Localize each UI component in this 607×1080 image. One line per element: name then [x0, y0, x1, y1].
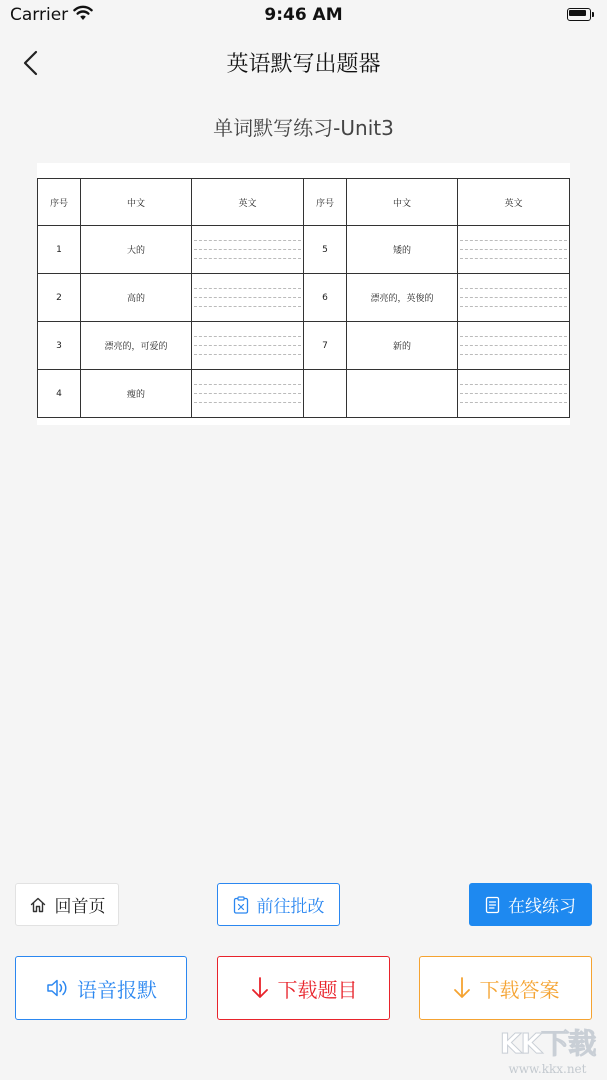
item-number: 1: [38, 226, 81, 274]
answer-blank: [192, 274, 304, 322]
item-number: 7: [304, 322, 347, 370]
worksheet-preview: [37, 163, 570, 425]
table-row: [38, 370, 570, 418]
header-english: 英文: [192, 179, 304, 226]
answer-blank: [192, 226, 304, 274]
chinese-word: 新的: [347, 322, 458, 370]
item-number: 4: [38, 370, 81, 418]
chinese-word: 高的: [81, 274, 192, 322]
review-button[interactable]: [217, 883, 340, 926]
document-icon: [485, 896, 500, 914]
voice-dictation-button[interactable]: [15, 956, 187, 1020]
item-number: 2: [38, 274, 81, 322]
status-bar: [0, 0, 607, 30]
review-button-label: 前往批改: [256, 897, 325, 917]
clipboard-icon: [233, 896, 249, 914]
answer-blank: [458, 370, 570, 418]
sheet-title: 单词默写练习-Unit3: [213, 116, 394, 140]
online-practice-button-label: 在线练习: [508, 897, 576, 917]
chinese-word: 漂亮的，英俊的: [347, 274, 458, 322]
item-number: 5: [304, 226, 347, 274]
table-header-row: [38, 179, 570, 226]
online-practice-button[interactable]: [469, 883, 592, 926]
home-button-label: 回首页: [54, 897, 106, 917]
header-index: 序号: [304, 179, 347, 226]
answer-blank: [192, 322, 304, 370]
chinese-word: 漂亮的，可爱的: [81, 322, 192, 370]
table-row: [38, 226, 570, 274]
table-row: [38, 322, 570, 370]
answer-blank: [192, 370, 304, 418]
download-questions-button[interactable]: [217, 956, 390, 1020]
header-english: 英文: [458, 179, 570, 226]
home-button[interactable]: [15, 883, 119, 926]
item-number: [304, 370, 347, 418]
header-chinese: 中文: [347, 179, 458, 226]
watermark-url: www.kkx.net: [508, 1062, 587, 1076]
battery-icon: [567, 8, 595, 22]
download-answers-button[interactable]: [419, 956, 592, 1020]
page-title: 英语默写出题器: [226, 52, 381, 77]
status-time: 9:46 AM: [264, 5, 343, 25]
chinese-word: [347, 370, 458, 418]
table-row: [38, 274, 570, 322]
answer-blank: [458, 226, 570, 274]
header-chinese: 中文: [81, 179, 192, 226]
chinese-word: 矮的: [347, 226, 458, 274]
voice-dictation-button-label: 语音报默: [77, 977, 157, 1002]
download-questions-button-label: 下载题目: [277, 977, 358, 1002]
watermark-logo-text: KK下载: [499, 1027, 596, 1060]
item-number: 3: [38, 322, 81, 370]
watermark-logo: [488, 1022, 607, 1080]
answer-blank: [458, 322, 570, 370]
arrow-down-icon: [452, 976, 472, 1000]
home-icon: [29, 896, 47, 914]
navigation-bar: [0, 38, 607, 88]
answer-blank: [458, 274, 570, 322]
header-index: 序号: [38, 179, 81, 226]
item-number: 6: [304, 274, 347, 322]
chinese-word: 瘦的: [81, 370, 192, 418]
arrow-down-icon: [250, 976, 270, 1000]
carrier-label: Carrier: [10, 5, 69, 25]
chinese-word: 大的: [81, 226, 192, 274]
speaker-icon: [45, 976, 69, 1000]
download-answers-button-label: 下载答案: [479, 977, 560, 1002]
dictation-table: [37, 178, 570, 418]
